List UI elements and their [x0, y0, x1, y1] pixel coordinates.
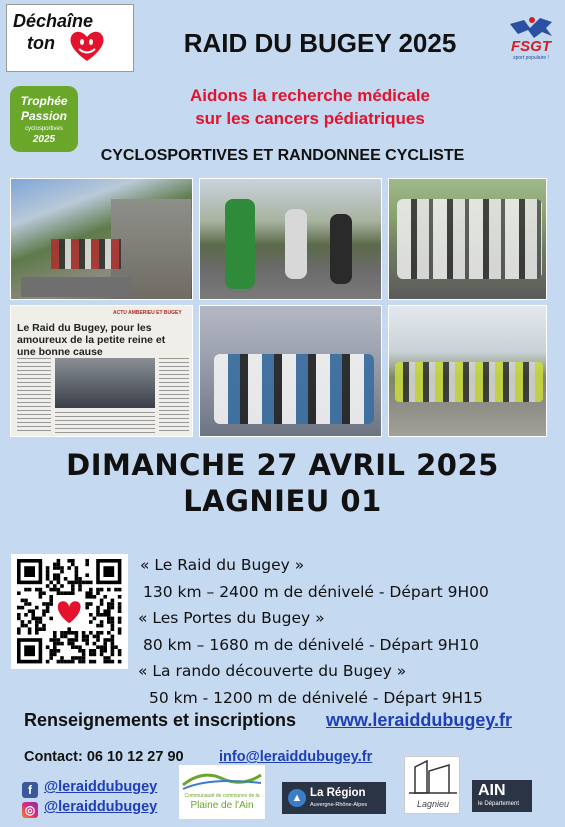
qr-code[interactable]: [11, 554, 128, 669]
website-link[interactable]: www.leraiddubugey.fr: [326, 710, 513, 730]
newspaper-section: ACTU AMBERIEU ET BUGEY: [113, 310, 182, 316]
trophee-passion-badge: [10, 86, 78, 152]
event-place: LAGNIEU 01: [183, 484, 382, 518]
fsgt-sub: sport populaire !: [513, 55, 549, 61]
trophy-text-1: Trophée: [20, 94, 68, 108]
route-name-2: « Les Portes du Bugey »: [138, 609, 325, 627]
logo-text-1: Déchaîne: [13, 11, 94, 31]
contact-email-link[interactable]: info@leraiddubugey.fr: [219, 749, 373, 765]
plaine-de-l-ain-logo: [179, 765, 265, 819]
route-detail-2: 80 km – 1680 m de dénivelé - Départ 9H10: [143, 635, 479, 654]
landscape-icon: [179, 765, 265, 791]
runner-icon: [506, 14, 556, 40]
plaine-text: Plaine de l'Ain: [190, 800, 254, 811]
facebook-link[interactable]: [22, 779, 157, 798]
photo-group-parking: [388, 305, 547, 437]
route-name-1: « Le Raid du Bugey »: [140, 556, 305, 574]
region-logo: [282, 782, 386, 814]
contact-phone: Contact: 06 10 12 27 90: [24, 749, 184, 765]
fsgt-text: FSGT: [511, 38, 551, 55]
instagram-handle: @leraiddubugey: [44, 799, 158, 815]
ain-departement-logo: [472, 780, 532, 812]
facebook-icon: f: [22, 782, 38, 798]
trophy-year: 2025: [32, 134, 56, 145]
qr-code-icon: [11, 554, 128, 669]
ain-sub-text: le Département: [478, 801, 520, 807]
trophy-text-3: cyclosportives: [25, 126, 63, 132]
event-date: DIMANCHE 27 AVRIL 2025: [66, 448, 499, 482]
facebook-handle: @leraiddubugey: [44, 779, 158, 795]
region-icon: ▲: [288, 789, 306, 807]
region-sub-text: Auvergne-Rhône-Alpes: [310, 802, 368, 808]
tagline-1: Aidons la recherche médicale: [190, 86, 430, 105]
instagram-link[interactable]: [22, 799, 157, 818]
instagram-icon: ◎: [22, 802, 38, 818]
lagnieu-text: Lagnieu: [416, 799, 450, 809]
newspaper-headline: Le Raid du Bugey, pour les amoureux de la petite reine et une bonne cause: [17, 322, 166, 358]
photo-riders-climbing: [199, 178, 382, 300]
fsgt-logo: [506, 14, 556, 64]
dechaine-ton-coeur-logo: [6, 4, 134, 72]
tagline-2: sur les cancers pédiatriques: [195, 109, 425, 128]
photo-newspaper-article: [10, 305, 193, 437]
ain-text: AIN: [478, 782, 506, 799]
route-detail-3: 50 km - 1200 m de dénivelé - Départ 9H15: [149, 688, 483, 707]
region-text: La Région: [310, 787, 366, 799]
lagnieu-logo: [404, 756, 460, 814]
photo-medical-team: [199, 305, 382, 437]
lagnieu-emblem-icon: [405, 757, 461, 799]
logo-text-2: ton: [27, 33, 55, 53]
plaine-small-text: Communauté de communes de la: [184, 793, 260, 799]
photo-peloton: [388, 178, 547, 300]
photo-riders-on-rock-road: [10, 178, 193, 300]
page-title: RAID DU BUGEY 2025: [183, 28, 457, 58]
route-detail-1: 130 km – 2400 m de dénivelé - Départ 9H00: [143, 582, 489, 601]
info-label: Renseignements et inscriptions: [24, 710, 297, 730]
subtitle: CYCLOSPORTIVES ET RANDONNEE CYCLISTE: [100, 147, 465, 164]
trophy-text-2: Passion: [20, 109, 68, 123]
route-name-3: « La rando découverte du Bugey »: [138, 662, 407, 680]
heart-icon: [69, 29, 105, 63]
routes-list: [138, 552, 558, 711]
